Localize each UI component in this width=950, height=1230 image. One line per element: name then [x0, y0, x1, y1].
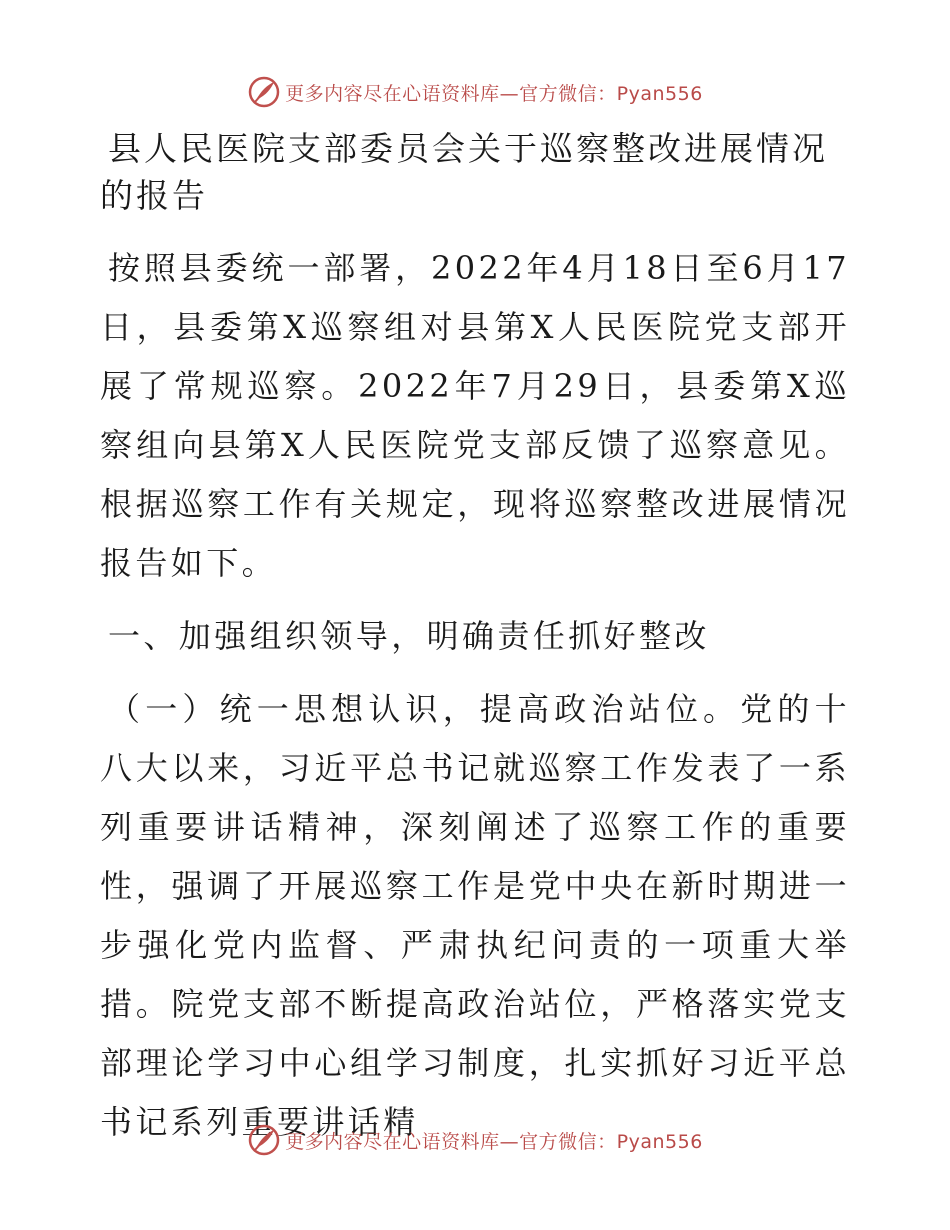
document-body [100, 125, 850, 1152]
watermark-header [0, 72, 950, 112]
intro-paragraph: 按照县委统一部署，2022年4月18日至6月17日，县委第X巡察组对县第X人民医院党支部开展了常规巡察。2022年7月29日，县委第X巡察组向县第X人民医院党支部反馈了巡察意见。根据巡察工作有关规定，现将巡察整改进展情况报告如下。 [100, 249, 850, 582]
section-body-paragraph: （一）统一思想认识，提高政治站位。党的十八大以来，习近平总书记就巡察工作发表了一系列重要讲话精神，深刻阐述了巡察工作的重要性，强调了开展巡察工作是党中央在新时期进一步强化党内监督、严肃执纪问责的一项重大举措。院党支部不断提高政治站位，严格落实党支部理论学习中心组学习制度，扎实抓好习近平总书记系列重要讲话精 [100, 690, 850, 1141]
feather-pen-logo-icon [247, 1123, 281, 1157]
feather-pen-logo-icon [247, 75, 281, 109]
document-title: 县人民医院支部委员会关于巡察整改进展情况的报告 [100, 129, 828, 215]
watermark-text: 更多内容尽在心语资料库—官方微信：Pyan556 [285, 82, 703, 105]
watermark-footer [0, 1120, 950, 1160]
watermark-text: 更多内容尽在心语资料库—官方微信：Pyan556 [285, 1130, 703, 1153]
section-heading: 一、加强组织领导，明确责任抓好整改 [108, 617, 710, 655]
